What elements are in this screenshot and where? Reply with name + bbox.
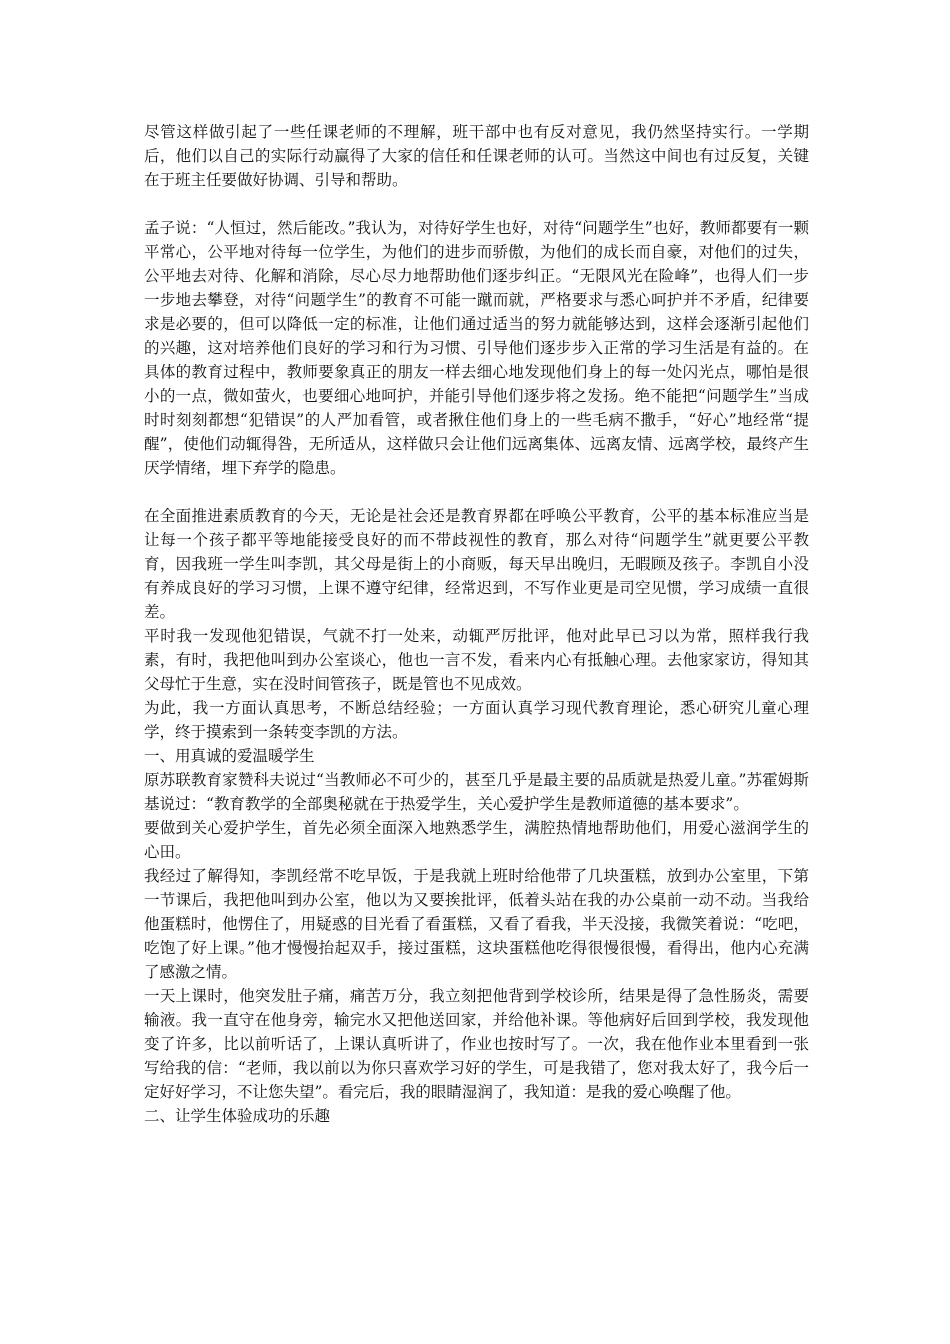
paragraph-2: 孟子说：“人恒过，然后能改。”我认为，对待好学生也好，对待“问题学生”也好，教师都要有一颗平常心，公平地对待每一位学生，为他们的进步而骄傲，为他们的成长而自豪，对他们的过失，公平地去对待、化解和消除，尽心尽力地帮助他们逐步纠正。“无限风光在险峰”，也得人们一步一步地去攀登，对待“问题学生”的教育不可能一蹴而就，严格要求与悉心呵护并不矛盾，纪律要求是必要的，但可以降低一定的标准，让他们通过适当的努力就能够达到，这样会逐渐引起他们的兴趣，这对培养他们良好的学习和行为习惯、引导他们逐步步入正常的学习生活是有益的。在具体的教育过程中，教师要象真正的朋友一样去细心地发现他们身上的每一处闪光点，哪怕是很小的一点，微如萤火，也要细心地呵护，并能引导他们逐步将之发扬。绝不能把“问题学生”当成时时刻刻都想“犯错误”的人严加看管，或者揪住他们身上的一些毛病不撒手，“好心”地经常“提醒”，使他们动辄得咎，无所适从，这样做只会让他们远离集体、远离友情、远离学校，最终产生厌学情绪，埋下弃学的隐患。: [144, 219, 809, 477]
paragraph-7: 要做到关心爱护学生，首先必须全面深入地熟悉学生，满腔热情地帮助他们，用爱心滋润学生的心田。: [144, 819, 809, 861]
paragraph-6: 原苏联教育家赞科夫说过“当教师必不可少的，甚至几乎是最主要的品质就是热爱儿童。”苏霍姆斯基说过：“教育教学的全部奥秘就在于热爱学生，关心爱护学生是教师道德的基本要求”。: [144, 771, 809, 813]
paragraph-5: 为此，我一方面认真思考，不断总结经验；一方面认真学习现代教育理论，悉心研究儿童心理学，终于摸索到一条转变李凯的方法。: [144, 699, 809, 741]
paragraph-spacer: [144, 480, 809, 504]
section-heading-1: 一、用真诚的爱温暖学生: [144, 747, 315, 765]
paragraph-4: 平时我一发现他犯错误，气就不打一处来，动辄严厉批评，他对此早已习以为常，照样我行我素，有时，我把他叫到办公室谈心，他也一言不发，看来内心有抵触心理。去他家家访，得知其父母忙于生意，实在没时间管孩子，既是管也不见成效。: [144, 627, 809, 693]
paragraph-3: 在全面推进素质教育的今天，无论是社会还是教育界都在呼唤公平教育，公平的基本标准应当是让每一个孩子都平等地能接受良好的而不带歧视性的教育，那么对待“问题学生”就更要公平教育，因我班一学生叫李凯，其父母是街上的小商贩，每天早出晚归，无暇顾及孩子。李凯自小没有养成良好的学习习惯，上课不遵守纪律，经常迟到，不写作业更是司空见惯，学习成绩一直很差。: [144, 507, 809, 621]
paragraph-1: 尽管这样做引起了一些任课老师的不理解，班干部中也有反对意见，我仍然坚持实行。一学期后，他们以自己的实际行动赢得了大家的信任和任课老师的认可。当然这中间也有过反复，关键在于班主任要做好协调、引导和帮助。: [144, 123, 809, 189]
paragraph-9: 一天上课时，他突发肚子痛，痛苦万分，我立刻把他背到学校诊所，结果是得了急性肠炎，需要输液。我一直守在他身旁，输完水又把他送回家，并给他补课。等他病好后回到学校，我发现他变了许多，比以前听话了，上课认真听讲了，作业也按时写了。一次，我在他作业本里看到一张写给我的信：“老师，我以前以为你只喜欢学习好的学生，可是我错了，您对我太好了，我今后一定好好学习，不让您失望”。看完后，我的眼睛湿润了，我知道：是我的爱心唤醒了他。: [144, 987, 809, 1101]
document-body: [144, 120, 809, 1128]
paragraph-8: 我经过了解得知，李凯经常不吃早饭，于是我就上班时给他带了几块蛋糕，放到办公室里，下第一节课后，我把他叫到办公室，他以为又要挨批评，低着头站在我的办公桌前一动不动。当我给他蛋糕时，他愣住了，用疑惑的目光看了看蛋糕，又看了看我，半天没接，我微笑着说：“吃吧，吃饱了好上课。”他才慢慢抬起双手，接过蛋糕，这块蛋糕他吃得很慢很慢，看得出，他内心充满了感激之情。: [144, 867, 809, 981]
paragraph-spacer: [144, 192, 809, 216]
section-heading-2: 二、让学生体验成功的乐趣: [144, 1107, 331, 1125]
